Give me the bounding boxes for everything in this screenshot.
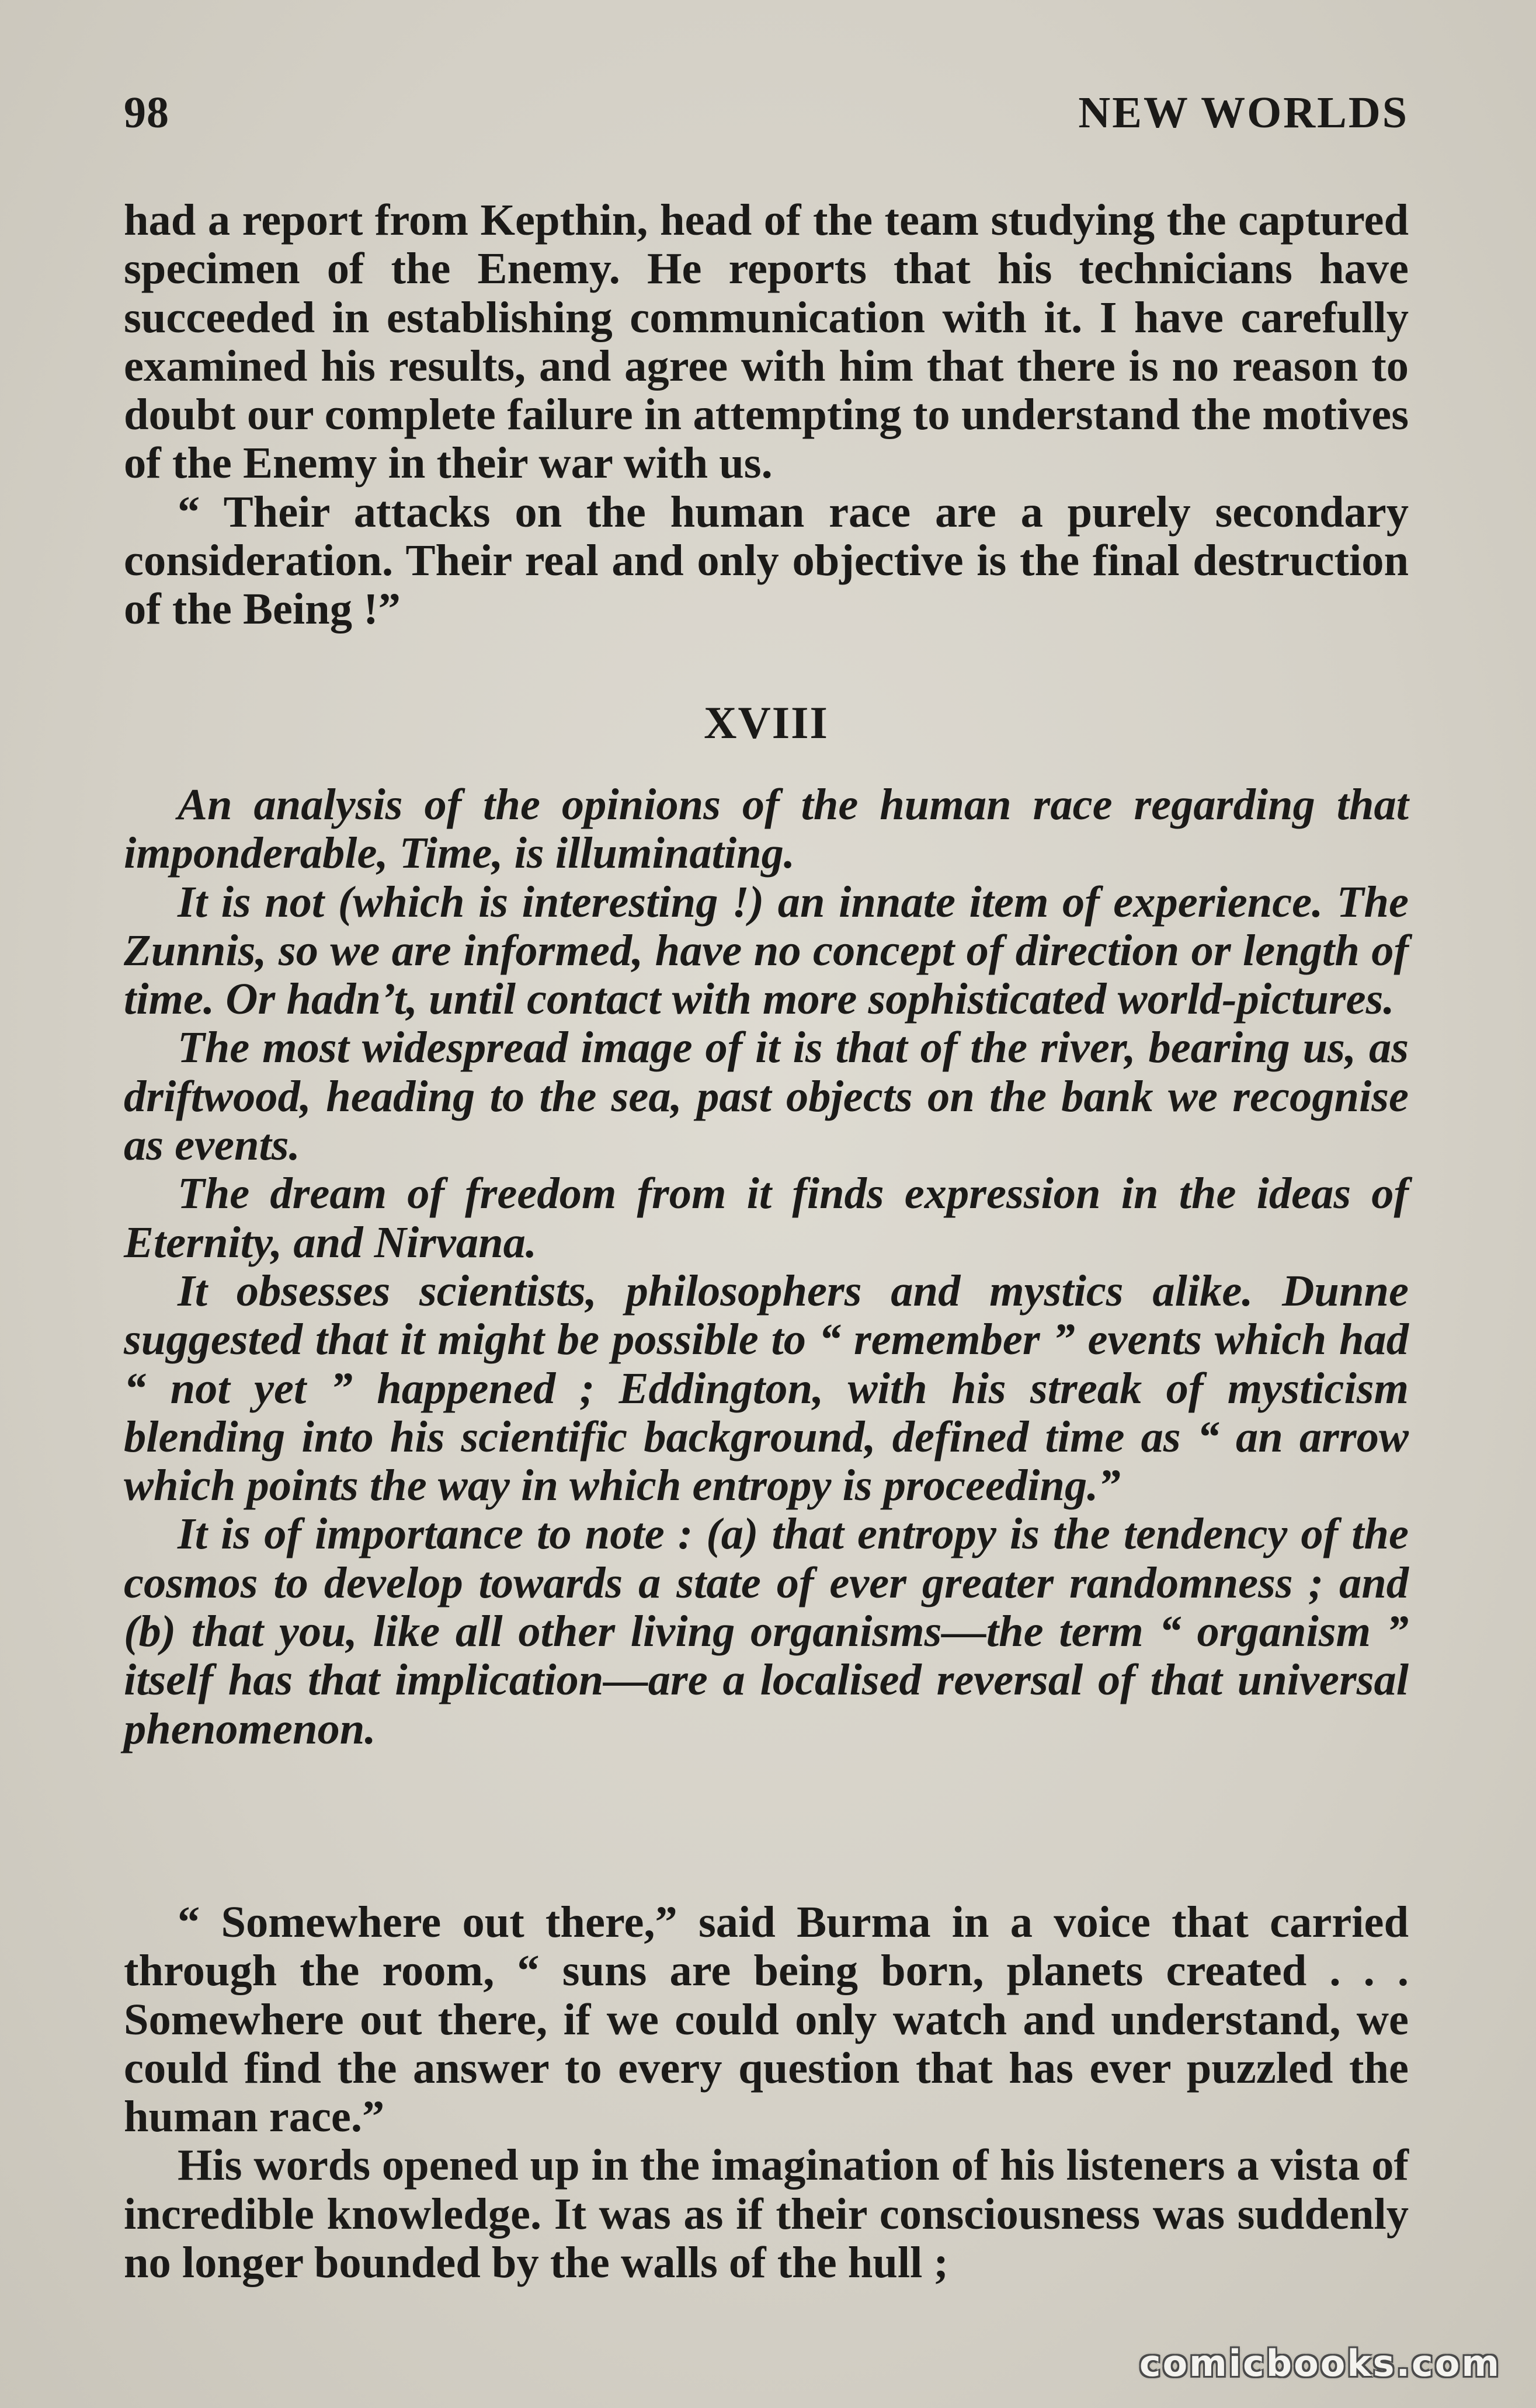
chapter-text-continued <box>124 196 1409 634</box>
italic-interlude <box>124 780 1409 1753</box>
paragraph: “ Somewhere out there,” said Burma in a voice that carried through the room, “ suns are being born, planets created . . . Somewhere out there, if we could only watch and understand, we could find the answer to every question that has ever puzzled the human race.” <box>124 1897 1409 2142</box>
narrative-text <box>124 1898 1409 2287</box>
paragraph: It obsesses scientists, philosophers and mystics alike. Dunne suggested that it might be possible to “ remember ” events which had “ not yet ” happened ; Eddington, with his streak of mysticism blending into his scientific background, defined time as “ an arrow which points the way in which entropy is proceeding.” <box>124 1265 1409 1511</box>
paragraph: It is of importance to note : (a) that entropy is the tendency of the cosmos to develop towards a state of ever greater randomness ; and (b) that you, like all other living organisms—the term “ organism ” itself has that implication—are a localised reversal of that universal phenomenon. <box>124 1509 1409 1753</box>
paragraph: The most widespread image of it is that of the river, bearing us, as driftwood, heading to the sea, past objects on the bank we recognise as events. <box>124 1022 1409 1170</box>
section-heading: XVIII <box>704 697 829 748</box>
paragraph: It is not (which is interesting !) an innate item of experience. The Zunnis, so we are informed, have no concept of direction or length of time. Or hadn’t, until contact with more sophisticated world-pictures. <box>124 876 1409 1024</box>
page-header <box>124 88 1409 146</box>
paragraph: had a report from Kepthin, head of the team studying the captured specimen of the Enemy. He reports that his technicians have succeeded in establishing communication with it. I have carefully examined his results, and agree with him that there is no reason to doubt our complete failure in attempting to understand the motives of the Enemy in their war with us. <box>124 195 1409 488</box>
paragraph: An analysis of the opinions of the human race regarding that imponderable, Time, is illuminating. <box>124 780 1409 878</box>
paragraph: His words opened up in the imagination of his listeners a vista of incredible knowledge. It was as if their consciousness was suddenly no longer bounded by the walls of the hull ; <box>124 2140 1409 2288</box>
paragraph: The dream of freedom from it finds expression in the ideas of Eternity, and Nirvana. <box>124 1168 1409 1267</box>
paragraph: “ Their attacks on the human race are a purely secondary consideration. Their real and only objective is the final destruction of the Being !” <box>124 486 1409 634</box>
watermark: comicbooks.com <box>1139 2342 1501 2385</box>
running-title: NEW WORLDS <box>1078 88 1409 137</box>
page-number: 98 <box>124 88 169 137</box>
